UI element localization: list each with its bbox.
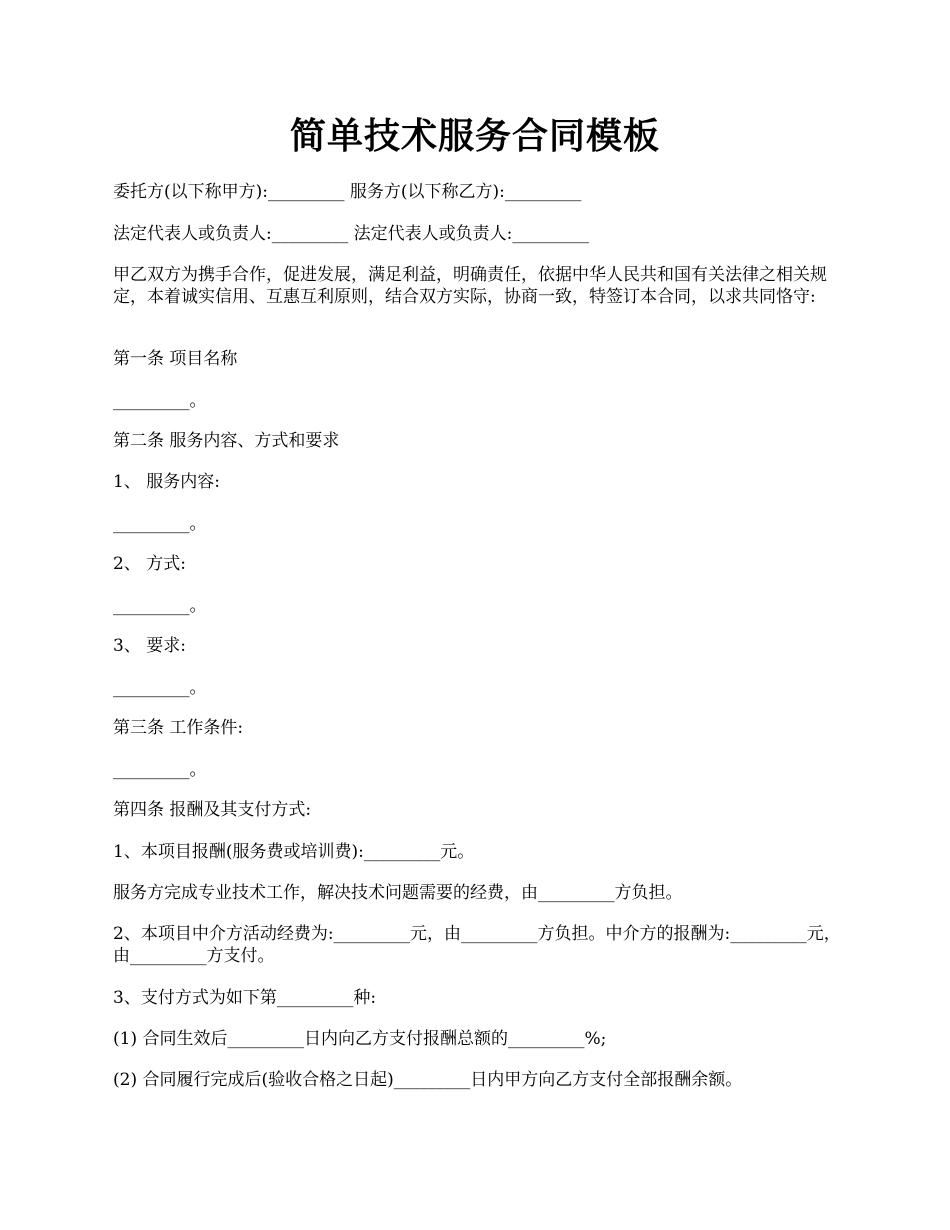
- parties-line: 委托方(以下称甲方):_________ 服务方(以下称乙方):_________: [113, 182, 582, 202]
- expense-line: 服务方完成专业技术工作，解决技术问题需要的经费，由_________方负担。: [113, 883, 683, 903]
- requirements-label: 3、 要求:: [113, 636, 186, 656]
- article-3-blank: _________。: [113, 760, 207, 780]
- article-2-heading: 第二条 服务内容、方式和要求: [113, 431, 340, 451]
- preamble-paragraph: 甲乙双方为携手合作，促进发展，满足利益，明确责任，依据中华人民共和国有关法律之相关规定，本着诚实信用、互惠互利原则，结合双方实际，协商一致，特签订本合同，以求共同恪守:: [113, 265, 827, 307]
- payment-option-2: (2) 合同履行完成后(验收合格之日起)_________日内甲方向乙方支付全部报酬余额。: [113, 1070, 743, 1090]
- requirements-blank: _________。: [113, 678, 207, 698]
- article-4-heading: 第四条 报酬及其支付方式:: [113, 800, 312, 820]
- article-3-heading: 第三条 工作条件:: [113, 718, 244, 738]
- service-content-label: 1、 服务内容:: [113, 472, 220, 492]
- service-content-blank: _________。: [113, 514, 207, 534]
- payment-item-3: 3、支付方式为如下第_________种:: [113, 988, 377, 1008]
- method-label: 2、 方式:: [113, 554, 186, 574]
- representatives-line: 法定代表人或负责人:_________ 法定代表人或负责人:_________: [113, 224, 589, 244]
- payment-item-2: 2、本项目中介方活动经费为:_________元，由_________方负担。中介方的报酬为:_________元，由_________方支付。: [113, 924, 841, 966]
- payment-item-1: 1、本项目报酬(服务费或培训费):_________元。: [113, 842, 475, 862]
- payment-option-1: (1) 合同生效后_________日内向乙方支付报酬总额的_________%;: [113, 1029, 607, 1049]
- method-blank: _________。: [113, 596, 207, 616]
- article-1-heading: 第一条 项目名称: [113, 349, 238, 369]
- article-1-blank: _________。: [113, 391, 207, 411]
- document-title: 简单技术服务合同模板: [289, 115, 660, 157]
